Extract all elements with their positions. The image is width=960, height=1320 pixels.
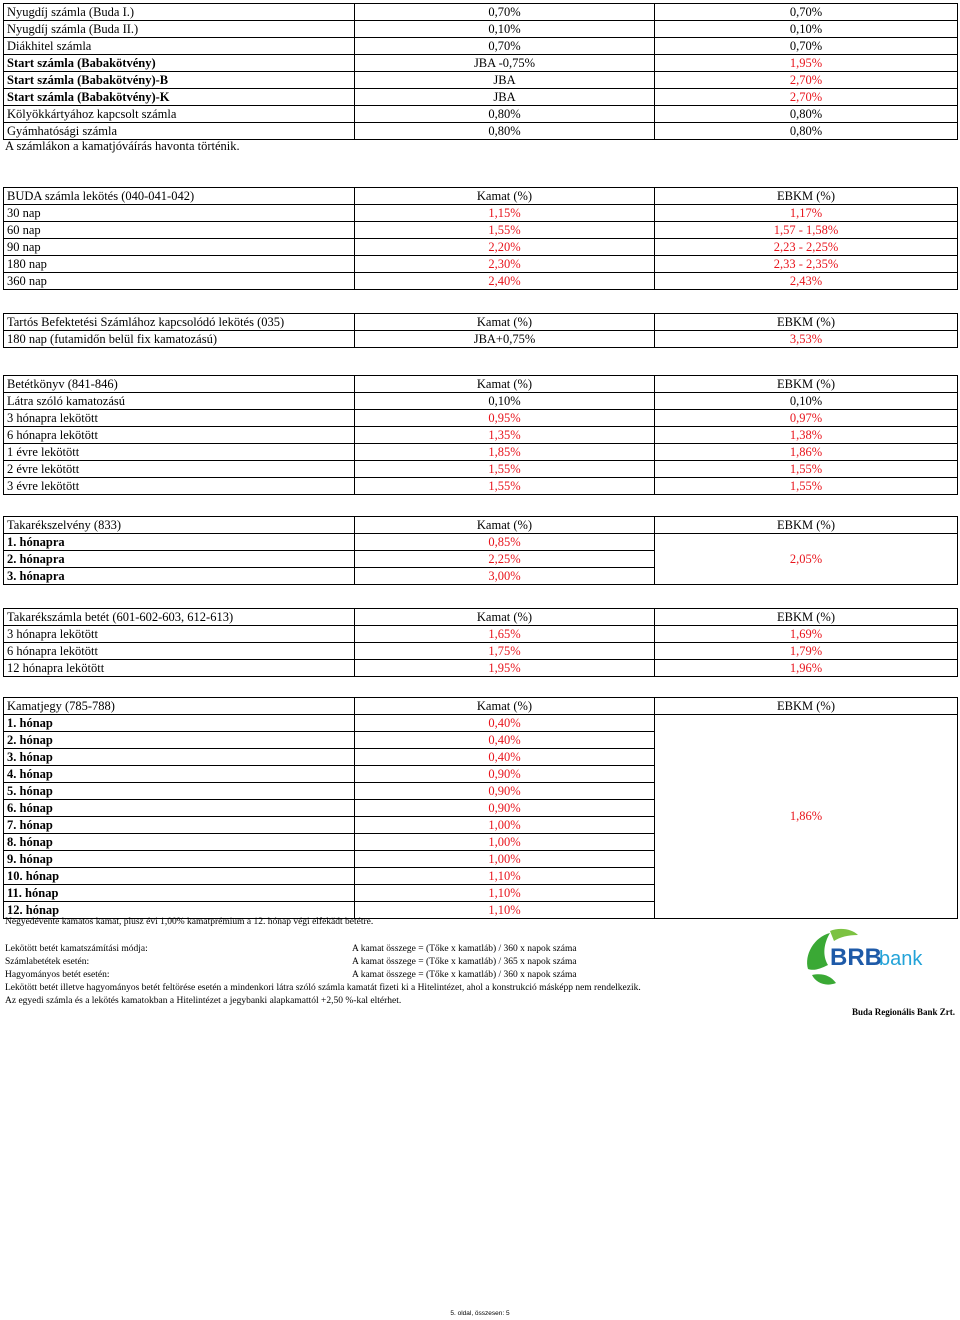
kamat-value: 0,70% <box>355 4 655 21</box>
header-ebkm: EBKM (%) <box>655 609 958 626</box>
table-row <box>4 21 958 38</box>
table-row <box>4 55 958 72</box>
table-row <box>4 38 958 55</box>
kamat-value: 0,10% <box>355 21 655 38</box>
table-header-row <box>4 517 958 534</box>
header-kamat: Kamat (%) <box>355 517 655 534</box>
kamat-value: 2,25% <box>355 551 655 568</box>
table-row <box>4 273 958 290</box>
table-row <box>4 715 958 732</box>
kamat-value: 0,80% <box>355 106 655 123</box>
table-row <box>4 534 958 551</box>
table-row <box>4 427 958 444</box>
ebkm-value: 1,86% <box>655 444 958 461</box>
table-row <box>4 123 958 140</box>
ebkm-value: 0,97% <box>655 410 958 427</box>
kamat-value: 1,15% <box>355 205 655 222</box>
tartos-deposit-table <box>3 313 958 348</box>
header-kamat: Kamat (%) <box>355 314 655 331</box>
kamat-value: 3,00% <box>355 568 655 585</box>
ebkm-value: 2,23 - 2,25% <box>655 239 958 256</box>
kamat-value: 0,95% <box>355 410 655 427</box>
ebkm-value: 1,95% <box>655 55 958 72</box>
ebkm-value: 1,69% <box>655 626 958 643</box>
row-label: 7. hónap <box>4 817 355 834</box>
row-label: 60 nap <box>4 222 355 239</box>
header-kamat: Kamat (%) <box>355 376 655 393</box>
page-footer: 5. oldal, összesen: 5 <box>450 1310 510 1317</box>
row-label: 1 évre lekötött <box>4 444 355 461</box>
row-label: 360 nap <box>4 273 355 290</box>
header-kamat: Kamat (%) <box>355 698 655 715</box>
header-title: Betétkönyv (841-846) <box>4 376 355 393</box>
kamat-value: 1,55% <box>355 222 655 239</box>
ebkm-value: 1,79% <box>655 643 958 660</box>
row-label: 180 nap (futamidőn belül fix kamatozású) <box>4 331 355 348</box>
ebkm-value: 1,55% <box>655 478 958 495</box>
calc-formula-2: A kamat összege = (Tőke x kamatláb) / 365 x napok száma <box>352 957 577 967</box>
row-label: 11. hónap <box>4 885 355 902</box>
row-label: Látra szóló kamatozású <box>4 393 355 410</box>
table-row <box>4 393 958 410</box>
kamat-value: 0,90% <box>355 766 655 783</box>
row-label: 2. hónap <box>4 732 355 749</box>
table-row <box>4 106 958 123</box>
ebkm-value: 2,70% <box>655 72 958 89</box>
ebkm-value: 0,70% <box>655 4 958 21</box>
kamat-value: 1,00% <box>355 851 655 868</box>
buda-deposit-table <box>3 187 958 290</box>
ebkm-value: 1,55% <box>655 461 958 478</box>
account-name: Diákhitel számla <box>4 38 355 55</box>
account-name: Start számla (Babakötvény)-B <box>4 72 355 89</box>
table-header-row <box>4 698 958 715</box>
kamat-value: 1,55% <box>355 461 655 478</box>
row-label: 3 hónapra lekötött <box>4 410 355 427</box>
calc-label-1: Lekötött betét kamatszámítási módja: <box>5 944 148 954</box>
takarekszamla-table <box>3 608 958 677</box>
account-name: Start számla (Babakötvény)-K <box>4 89 355 106</box>
table-row <box>4 72 958 89</box>
header-title: Tartós Befektetési Számlához kapcsolódó lekötés (035) <box>4 314 355 331</box>
header-title: BUDA számla lekötés (040-041-042) <box>4 188 355 205</box>
account-name: Nyugdíj számla (Buda II.) <box>4 21 355 38</box>
kamatjegy-note: Negyedévente kamatos kamat, plusz évi 1,00% kamatprémium a 12. hónap végi elfekădt betétre. <box>5 917 374 927</box>
kamat-value: 1,00% <box>355 817 655 834</box>
table-row <box>4 222 958 239</box>
ebkm-value: 1,96% <box>655 660 958 677</box>
table-row <box>4 331 958 348</box>
table-row <box>4 256 958 273</box>
ebkm-merged-value: 1,86% <box>655 715 958 919</box>
logo-bank-text: bank <box>879 948 923 970</box>
table-row <box>4 205 958 222</box>
account-name: Start számla (Babakötvény) <box>4 55 355 72</box>
kamat-value: 1,35% <box>355 427 655 444</box>
ebkm-merged-value: 2,05% <box>655 534 958 585</box>
top-note: A számlákon a kamatjóváírás havonta történik. <box>5 139 240 153</box>
table-header-row <box>4 188 958 205</box>
calc-label-3: Hagyományos betét esetén: <box>5 970 110 980</box>
kamat-value: 0,40% <box>355 715 655 732</box>
row-label: 3 hónapra lekötött <box>4 626 355 643</box>
header-kamat: Kamat (%) <box>355 188 655 205</box>
account-rates-table <box>3 3 958 140</box>
ebkm-value: 0,80% <box>655 106 958 123</box>
header-kamat: Kamat (%) <box>355 609 655 626</box>
calc-formula-3: A kamat összege = (Tőke x kamatláb) / 360 x napok száma <box>352 970 577 980</box>
rate-deviation-note: Az egyedi számla és a lekötés kamatokban a Hitelintézet a jegybanki alapkamattól +2,50 %-kal eltérhet. <box>5 996 402 1006</box>
header-title: Takarékszelvény (833) <box>4 517 355 534</box>
row-label: 12 hónapra lekötött <box>4 660 355 677</box>
row-label: 4. hónap <box>4 766 355 783</box>
kamat-value: 1,00% <box>355 834 655 851</box>
brb-bank-logo <box>800 925 930 995</box>
ebkm-value: 0,80% <box>655 123 958 140</box>
row-label: 30 nap <box>4 205 355 222</box>
table-row <box>4 89 958 106</box>
kamat-value: JBA <box>355 72 655 89</box>
row-label: 8. hónap <box>4 834 355 851</box>
kamat-value: 2,30% <box>355 256 655 273</box>
table-row <box>4 444 958 461</box>
account-name: Nyugdíj számla (Buda I.) <box>4 4 355 21</box>
bank-name: Buda Regionális Bank Zrt. <box>851 1007 955 1017</box>
kamat-value: 0,70% <box>355 38 655 55</box>
kamat-value: 2,40% <box>355 273 655 290</box>
row-label: 10. hónap <box>4 868 355 885</box>
kamat-value: 0,80% <box>355 123 655 140</box>
header-ebkm: EBKM (%) <box>655 376 958 393</box>
table-row <box>4 643 958 660</box>
table-header-row <box>4 376 958 393</box>
row-label: 3. hónapra <box>4 568 355 585</box>
calc-label-2: Számlabetétek esetén: <box>5 957 90 967</box>
kamat-value: 0,90% <box>355 800 655 817</box>
row-label: 1. hónap <box>4 715 355 732</box>
table-row <box>4 626 958 643</box>
table-row <box>4 478 958 495</box>
betetkonyv-table <box>3 375 958 495</box>
table-header-row <box>4 609 958 626</box>
row-label: 6. hónap <box>4 800 355 817</box>
ebkm-value: 1,17% <box>655 205 958 222</box>
kamat-value: 1,65% <box>355 626 655 643</box>
account-name: Gyámhatósági számla <box>4 123 355 140</box>
ebkm-value: 0,10% <box>655 393 958 410</box>
account-name: Kölyökkártyához kapcsolt számla <box>4 106 355 123</box>
kamat-value: 0,40% <box>355 749 655 766</box>
table-row <box>4 239 958 256</box>
kamat-value: 2,20% <box>355 239 655 256</box>
table-row <box>4 660 958 677</box>
kamat-value: 0,85% <box>355 534 655 551</box>
row-label: 2. hónapra <box>4 551 355 568</box>
ebkm-value: 0,70% <box>655 38 958 55</box>
header-title: Takarékszámla betét (601-602-603, 612-613) <box>4 609 355 626</box>
row-label: 3 évre lekötött <box>4 478 355 495</box>
row-label: 180 nap <box>4 256 355 273</box>
row-label: 5. hónap <box>4 783 355 800</box>
kamat-value: 1,10% <box>355 868 655 885</box>
row-label: 12. hónap <box>4 902 355 919</box>
header-title: Kamatjegy (785-788) <box>4 698 355 715</box>
ebkm-value: 2,70% <box>655 89 958 106</box>
row-label: 2 évre lekötött <box>4 461 355 478</box>
row-label: 9. hónap <box>4 851 355 868</box>
kamat-value: 1,75% <box>355 643 655 660</box>
logo-brb-text: BRB <box>830 944 882 971</box>
kamat-value: 0,90% <box>355 783 655 800</box>
ebkm-value: 1,57 - 1,58% <box>655 222 958 239</box>
row-label: 90 nap <box>4 239 355 256</box>
ebkm-value: 2,33 - 2,35% <box>655 256 958 273</box>
row-label: 6 hónapra lekötött <box>4 643 355 660</box>
kamat-value: JBA <box>355 89 655 106</box>
ebkm-value: 1,38% <box>655 427 958 444</box>
ebkm-value: 2,43% <box>655 273 958 290</box>
header-ebkm: EBKM (%) <box>655 698 958 715</box>
header-ebkm: EBKM (%) <box>655 314 958 331</box>
table-row <box>4 4 958 21</box>
row-label: 1. hónapra <box>4 534 355 551</box>
kamat-value: 0,40% <box>355 732 655 749</box>
kamat-value: 1,95% <box>355 660 655 677</box>
kamat-value: 1,85% <box>355 444 655 461</box>
header-ebkm: EBKM (%) <box>655 517 958 534</box>
break-note: Lekötött betét illetve hagyományos betét feltörése esetén a mindenkori látra szóló számla kamatát fizeti ki a Hitelintézet, ahol a konstrukció másképp nem rendelkezik. <box>5 983 641 993</box>
takarekszelveny-table <box>3 516 958 585</box>
ebkm-value: 0,10% <box>655 21 958 38</box>
kamat-value: 0,10% <box>355 393 655 410</box>
table-header-row <box>4 314 958 331</box>
table-row <box>4 410 958 427</box>
ebkm-value: 3,53% <box>655 331 958 348</box>
row-label: 3. hónap <box>4 749 355 766</box>
kamat-value: JBA -0,75% <box>355 55 655 72</box>
calc-formula-1: A kamat összege = (Tőke x kamatláb) / 360 x napok száma <box>352 944 577 954</box>
header-ebkm: EBKM (%) <box>655 188 958 205</box>
kamat-value: 1,10% <box>355 885 655 902</box>
kamatjegy-table <box>3 697 958 919</box>
kamat-value: 1,10% <box>355 902 655 919</box>
kamat-value: 1,55% <box>355 478 655 495</box>
kamat-value: JBA+0,75% <box>355 331 655 348</box>
row-label: 6 hónapra lekötött <box>4 427 355 444</box>
table-row <box>4 461 958 478</box>
